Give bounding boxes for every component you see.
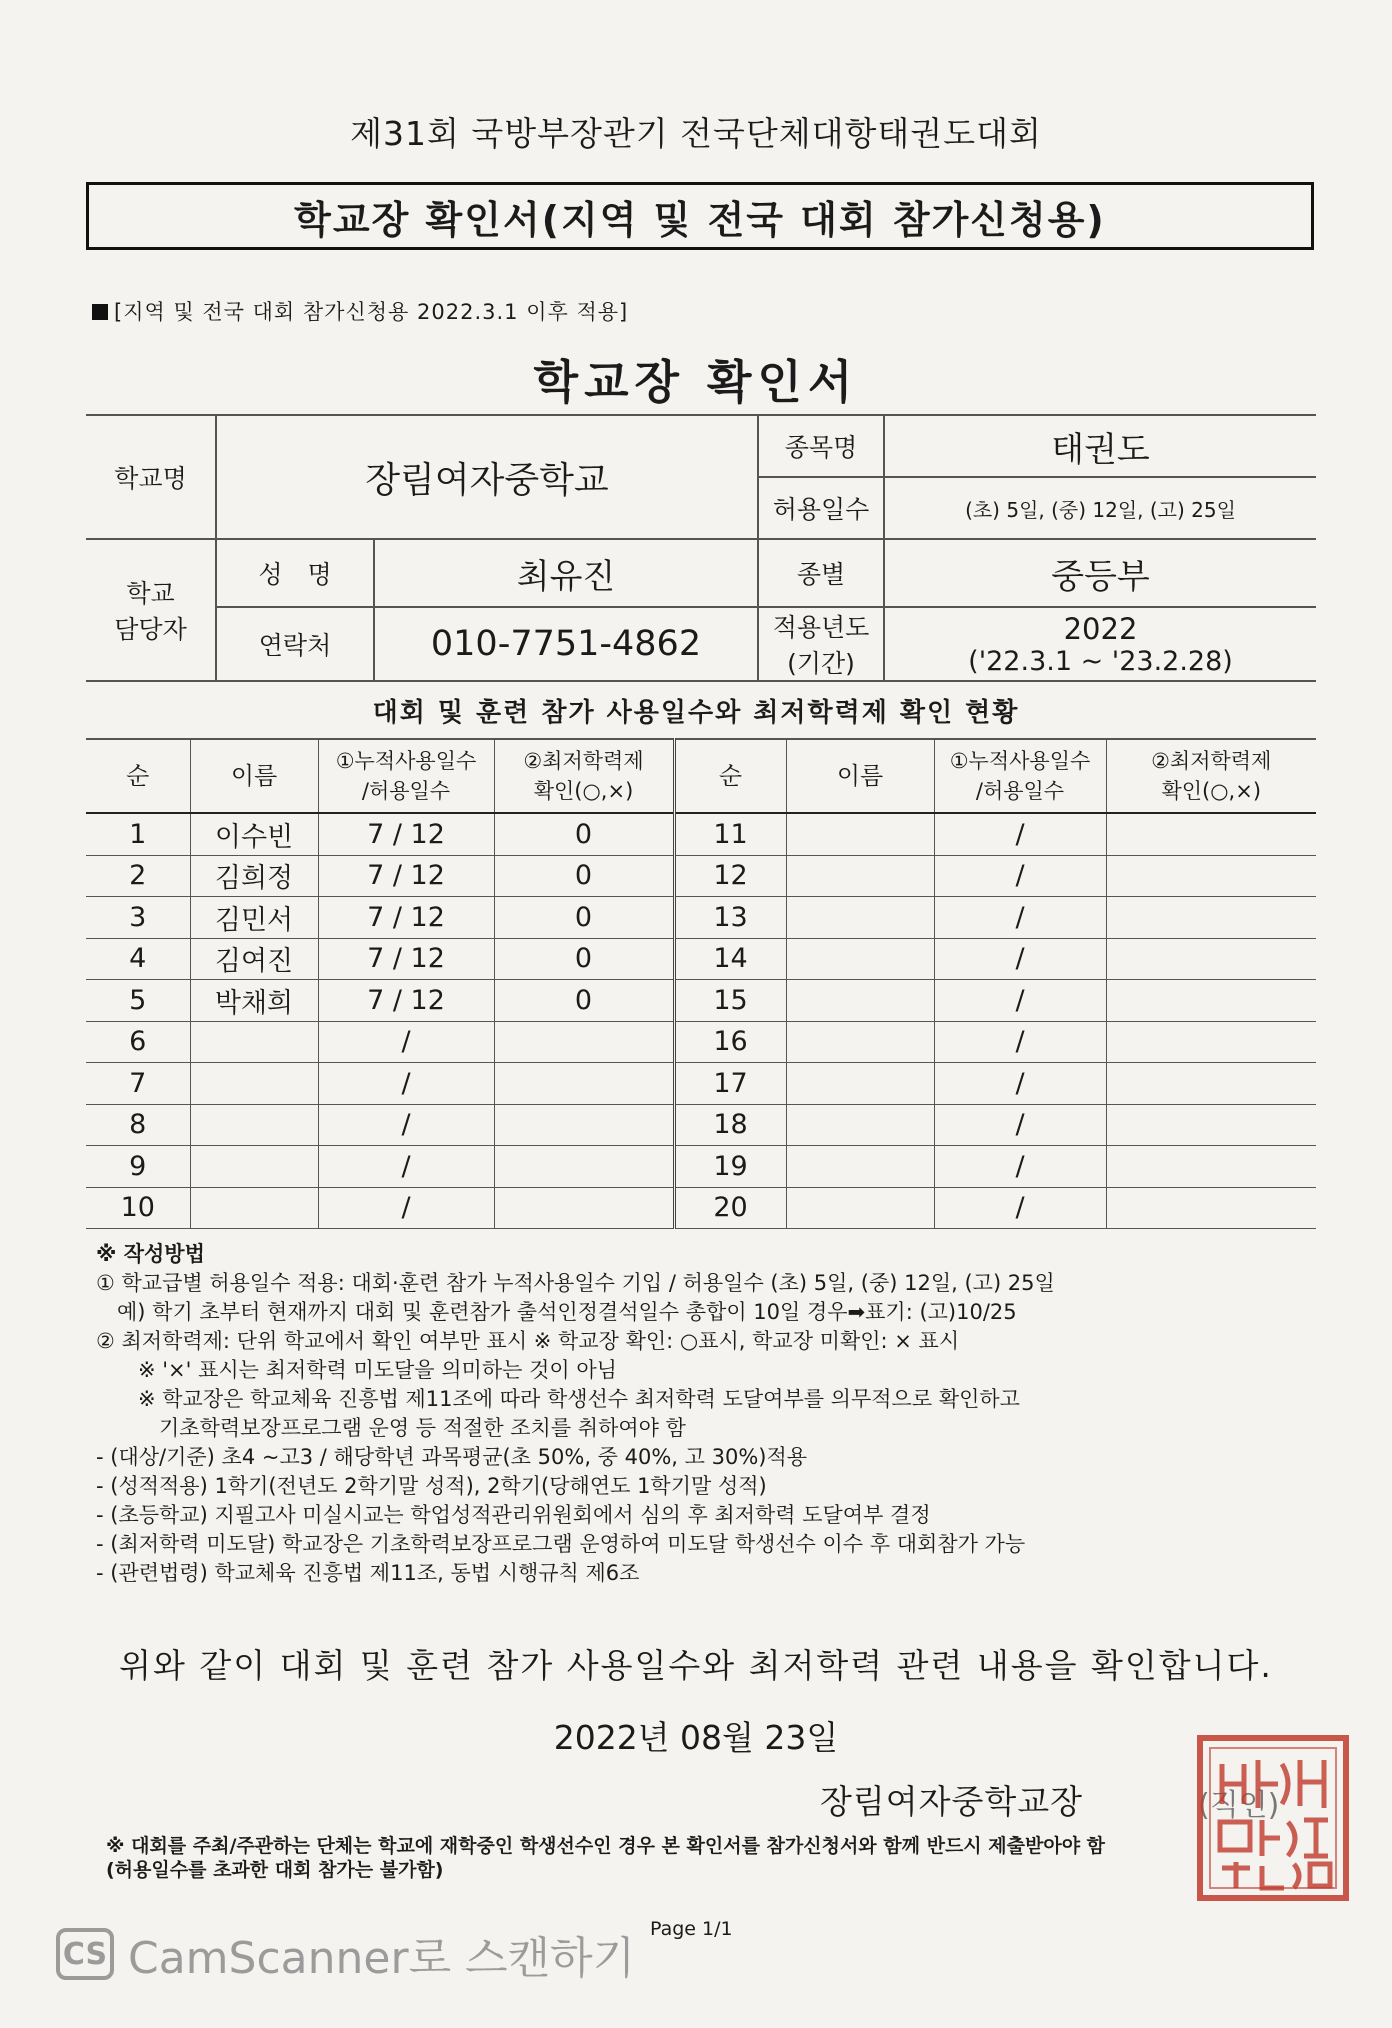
document-heading: 학교장 확인서 [533, 355, 859, 409]
col-name: 이름 [190, 739, 318, 813]
table-row [86, 1021, 1316, 1063]
days-label: 허용일수 [758, 477, 884, 539]
cell-right-no: 19 [674, 1146, 786, 1188]
usage-sub-heading: 대회 및 훈련 참가 사용일수와 최저학력제 확인 현황 [372, 698, 1020, 728]
cell-left-days: 7 / 12 [318, 980, 494, 1022]
contact-value: 010-7751-4862 [374, 607, 758, 681]
writing-method [96, 1240, 1346, 1588]
col-no-right: 순 [674, 739, 786, 813]
year-label-line1: 적용년도 [772, 613, 870, 642]
period: ('22.3.1 ~ '23.2.28) [968, 645, 1233, 677]
cell-right-days: / [934, 938, 1106, 980]
cell-right-days: / [934, 980, 1106, 1022]
contact-label: 연락처 [216, 607, 374, 681]
confirm-statement: 위와 같이 대회 및 훈련 참가 사용일수와 최저학력 관련 내용을 확인합니다. [119, 1646, 1273, 1685]
cell-left-days: / [318, 1187, 494, 1229]
col-min-right-line1: ②최저학력제 [1151, 749, 1272, 773]
cell-left-days: 7 / 12 [318, 938, 494, 980]
cell-right-no: 12 [674, 855, 786, 897]
cell-left-no: 10 [86, 1187, 190, 1229]
table-row [86, 1187, 1316, 1229]
cell-left-no: 9 [86, 1146, 190, 1188]
cell-right-days: / [934, 1187, 1106, 1229]
cell-left-name [190, 1187, 318, 1229]
manager-label-line2: 담당자 [114, 615, 187, 644]
cell-left-check: 0 [494, 897, 674, 939]
col-days [318, 739, 494, 813]
col-min-line1: ②최저학력제 [523, 749, 644, 773]
cell-left-no: 1 [86, 813, 190, 855]
method-line: - (초등학교) 지필고사 미실시교는 학업성적관리위원회에서 심의 후 최저학력 도달여부 결정 [96, 1503, 931, 1527]
method-line: - (최저학력 미도달) 학교장은 기초학력보장프로그램 운영하여 미도달 학생선수 이수 후 대회참가 가능 [96, 1532, 1026, 1556]
cell-right-check [1106, 1146, 1316, 1188]
method-line: - (대상/기준) 초4 ~고3 / 해당학년 과목평균(초 50%, 중 40%, 고 30%)적용 [96, 1445, 808, 1469]
col-name-right: 이름 [786, 739, 934, 813]
table-row [86, 897, 1316, 939]
notice [92, 296, 628, 326]
cell-right-name [786, 1146, 934, 1188]
cell-right-name [786, 1063, 934, 1105]
cell-right-name [786, 1104, 934, 1146]
cell-left-days: 7 / 12 [318, 813, 494, 855]
col-min-right [1106, 739, 1316, 813]
cell-right-name [786, 980, 934, 1022]
table-row [86, 1063, 1316, 1105]
cell-right-check [1106, 1187, 1316, 1229]
cell-right-check [1106, 897, 1316, 939]
col-days-right [934, 739, 1106, 813]
cell-right-days: / [934, 1063, 1106, 1105]
method-lines [96, 1269, 1346, 1588]
principal-name: 장림여자중학교장 [820, 1782, 1084, 1821]
col-days-right-line2: /허용일수 [975, 779, 1065, 803]
document-date: 2022년 08월 23일 [553, 1718, 839, 1757]
cell-left-name: 박채희 [190, 980, 318, 1022]
days-value: (초) 5일, (중) 12일, (고) 25일 [884, 477, 1316, 539]
col-days-line1: ①누적사용일수 [335, 749, 477, 773]
cell-left-days: / [318, 1063, 494, 1105]
col-min-right-line2: 확인(○,×) [1161, 779, 1262, 803]
cell-right-name [786, 1021, 934, 1063]
method-line: ※ '×' 표시는 최저학력 미도달을 의미하는 것이 아님 [96, 1358, 617, 1382]
cell-right-check [1106, 855, 1316, 897]
table-row [86, 1146, 1316, 1188]
info-table [86, 414, 1316, 682]
cell-right-days: / [934, 1021, 1106, 1063]
manager-label [86, 539, 216, 681]
cell-left-name: 김희정 [190, 855, 318, 897]
method-line: ② 최저학력제: 단위 학교에서 확인 여부만 표시 ※ 학교장 확인: ○표시, 학교장 미확인: × 표시 [96, 1329, 960, 1353]
cell-left-no: 7 [86, 1063, 190, 1105]
notice-text: [지역 및 전국 대회 참가신청용 2022.3.1 이후 적용] [114, 300, 629, 324]
cell-left-name [190, 1146, 318, 1188]
cell-right-days: / [934, 813, 1106, 855]
method-line: 예) 학기 초부터 현재까지 대회 및 훈련참가 출석인정결석일수 총합이 10일 경우➡표기: (고)10/25 [96, 1300, 1017, 1324]
cell-right-check [1106, 813, 1316, 855]
square-bullet-icon [92, 304, 108, 320]
cell-left-days: / [318, 1146, 494, 1188]
camscanner-text: CamScanner로 스캔하기 [128, 1933, 636, 1984]
division-value: 중등부 [884, 539, 1316, 607]
page-number: Page 1/1 [650, 1918, 733, 1940]
cell-right-name [786, 897, 934, 939]
cell-right-name [786, 813, 934, 855]
cell-right-days: / [934, 855, 1106, 897]
sport-value: 태권도 [884, 415, 1316, 477]
cell-right-check [1106, 1104, 1316, 1146]
cell-left-days: 7 / 12 [318, 855, 494, 897]
cell-right-name [786, 855, 934, 897]
method-title: ※ 작성방법 [96, 1242, 205, 1266]
method-line: - (관련법령) 학교체육 진흥법 제11조, 동법 시행규칙 제6조 [96, 1561, 640, 1585]
col-min-line2: 확인(○,×) [533, 779, 634, 803]
year-label-line2: (기간) [787, 649, 855, 678]
cell-right-check [1106, 980, 1316, 1022]
cell-right-check [1106, 1063, 1316, 1105]
banner-title: 학교장 확인서(지역 및 전국 대회 참가신청용) [86, 182, 1314, 250]
usage-table-body [86, 813, 1316, 1229]
cell-left-check: 0 [494, 938, 674, 980]
usage-table [86, 738, 1316, 1229]
year-label [758, 607, 884, 681]
col-min [494, 739, 674, 813]
event-title: 제31회 국방부장관기 전국단체대항태권도대회 [350, 114, 1042, 153]
cell-left-check [494, 1021, 674, 1063]
footnote [106, 1834, 1266, 1882]
manager-name: 최유진 [374, 539, 758, 607]
cell-right-check [1106, 1021, 1316, 1063]
cell-right-no: 18 [674, 1104, 786, 1146]
cell-left-check [494, 1063, 674, 1105]
cell-right-check [1106, 938, 1316, 980]
table-row [86, 813, 1316, 855]
table-row [86, 855, 1316, 897]
year: 2022 [1063, 611, 1138, 646]
cell-left-no: 6 [86, 1021, 190, 1063]
cell-left-days: / [318, 1021, 494, 1063]
cell-left-name [190, 1021, 318, 1063]
cell-left-name [190, 1104, 318, 1146]
cell-left-no: 4 [86, 938, 190, 980]
school-label: 학교명 [86, 415, 216, 539]
method-line: ※ 학교장은 학교체육 진흥법 제11조에 따라 학생선수 최저학력 도달여부를 의무적으로 확인하고 [96, 1387, 1020, 1411]
cell-right-no: 13 [674, 897, 786, 939]
col-no: 순 [86, 739, 190, 813]
col-days-line2: /허용일수 [361, 779, 451, 803]
cell-right-days: / [934, 1146, 1106, 1188]
cell-right-name [786, 938, 934, 980]
cell-left-check: 0 [494, 980, 674, 1022]
cell-left-days: / [318, 1104, 494, 1146]
footnote-line2: (허용일수를 초과한 대회 참가는 불가함) [106, 1859, 444, 1881]
cell-left-check [494, 1104, 674, 1146]
sport-label: 종목명 [758, 415, 884, 477]
col-days-right-line1: ①누적사용일수 [949, 749, 1091, 773]
cell-left-no: 8 [86, 1104, 190, 1146]
cell-left-name: 김민서 [190, 897, 318, 939]
footnote-line1: ※ 대회를 주최/주관하는 단체는 학교에 재학중인 학생선수인 경우 본 확인서를 참가신청서와 함께 반드시 제출받아야 함 [106, 1835, 1106, 1857]
manager-label-line1: 학교 [126, 579, 175, 608]
cell-left-check [494, 1146, 674, 1188]
cell-left-check: 0 [494, 813, 674, 855]
cell-right-no: 14 [674, 938, 786, 980]
cell-right-no: 20 [674, 1187, 786, 1229]
cell-left-check: 0 [494, 855, 674, 897]
cell-right-name [786, 1187, 934, 1229]
cell-right-no: 17 [674, 1063, 786, 1105]
cell-left-name: 김여진 [190, 938, 318, 980]
cell-left-no: 3 [86, 897, 190, 939]
cell-left-no: 2 [86, 855, 190, 897]
method-line: ① 학교급별 허용일수 적용: 대회·훈련 참가 누적사용일수 기입 / 허용일수 (초) 5일, (중) 12일, (고) 25일 [96, 1271, 1055, 1295]
cell-left-days: 7 / 12 [318, 897, 494, 939]
camscanner-watermark [56, 1922, 635, 1986]
seal-mark: (직인) [1198, 1788, 1280, 1823]
table-row [86, 938, 1316, 980]
cell-right-days: / [934, 897, 1106, 939]
cell-left-no: 5 [86, 980, 190, 1022]
cell-left-check [494, 1187, 674, 1229]
usage-header-row [86, 739, 1316, 813]
table-row [86, 980, 1316, 1022]
method-line: - (성적적용) 1학기(전년도 2학기말 성적), 2학기(당해연도 1학기말 성적) [96, 1474, 767, 1498]
cell-left-name [190, 1063, 318, 1105]
method-line: 기초학력보장프로그램 운영 등 적절한 조치를 취하여야 함 [96, 1416, 686, 1440]
cell-right-no: 16 [674, 1021, 786, 1063]
table-row [86, 1104, 1316, 1146]
cell-right-no: 11 [674, 813, 786, 855]
school-name: 장림여자중학교 [216, 415, 758, 539]
name-label: 성 명 [216, 539, 374, 607]
cell-right-no: 15 [674, 980, 786, 1022]
cell-right-days: / [934, 1104, 1106, 1146]
camscanner-logo-icon: CS [56, 1928, 114, 1980]
year-value [884, 607, 1316, 681]
cell-left-name: 이수빈 [190, 813, 318, 855]
division-label: 종별 [758, 539, 884, 607]
